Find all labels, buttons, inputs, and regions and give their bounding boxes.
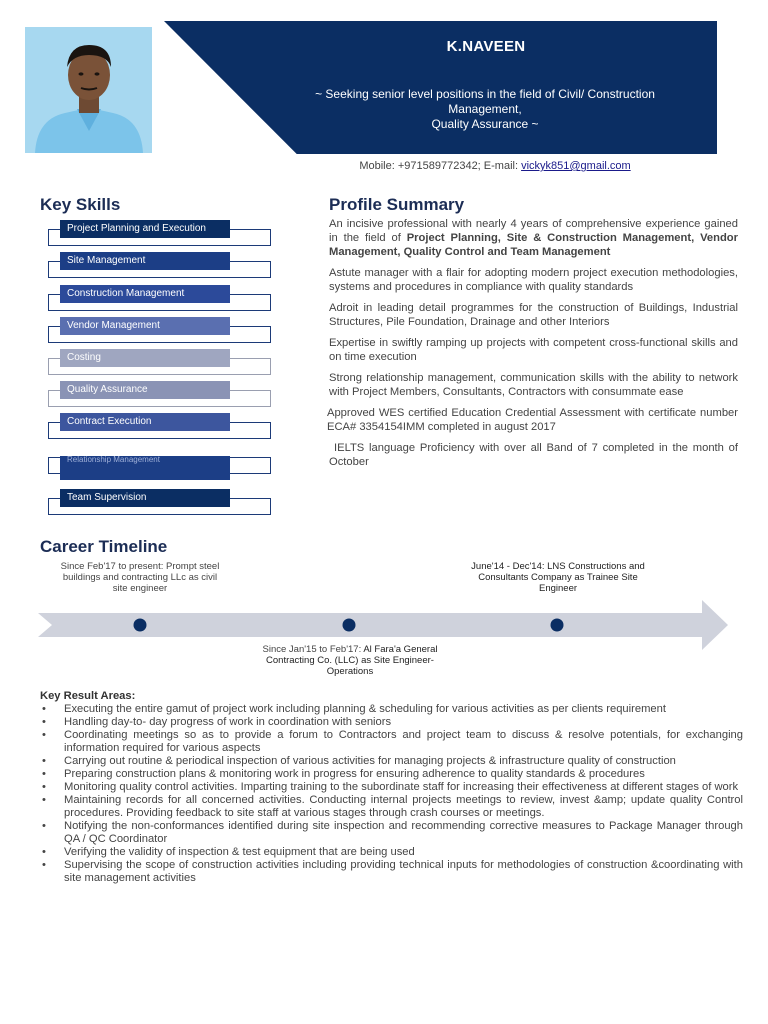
timeline-entry-2-role: Al Fara'a General Contracting Co. (LLC) as Site Engineer-Operations [266,644,438,677]
objective-line-1: ~ Seeking senior level positions in the field of Civil/ Construction Management, [315,87,655,116]
key-result-areas [40,690,743,885]
skill-label: Quality Assurance [60,381,230,399]
list-item: • Verifying the validity of inspection & test equipment that are being used [42,846,415,858]
list-item: • Maintaining records for all concerned activities. Conducting internal projects meetings to review, invest &amp; update quality Control procedures. Providing feedback to site staff at various stages through crash courses or meetings. [42,794,743,819]
summary-paragraph: Adroit in leading detail programmes for the construction of Buildings, Industrial Structures, Pile Foundation, Drainage and other Interiors [329,302,738,328]
skill-item [48,413,271,430]
bullet-icon: • [42,859,46,871]
summary-paragraph: Astute manager with a flair for adopting modern project execution methodologies, systems and procedures in compliance with quality standards [329,267,738,293]
bullet-icon: • [42,768,46,780]
list-item: • Preparing construction plans & monitoring work in progress for ensuring adherence to quality standards & procedures [42,768,645,780]
skill-item [48,220,271,237]
profile-summary [329,217,738,476]
bullet-icon: • [42,820,46,832]
contact-mobile: Mobile: +971589772342; E-mail: [359,160,522,172]
contact-line [300,160,690,172]
skill-label: Relationship Management [60,456,230,480]
list-item: • Monitoring quality control activities. Imparting training to the subordinate staff for increasing their effectiveness at different stages of work [42,781,739,793]
profile-summary-title: Profile Summary [329,195,465,214]
kra-title: Key Result Areas: [40,690,136,702]
skill-label: Contract Execution [60,413,230,431]
summary-paragraph [329,217,738,259]
bullet-icon: • [42,716,46,728]
list-item: • Coordinating meetings so as to provide a forum to Contractors and project team to discuss & resolve potentials, for exchanging information required for various aspects [42,729,743,754]
skill-item [48,489,271,506]
timeline-dot-2 [343,619,356,632]
list-item: • Carrying out routine & periodical inspection of various activities for managing projects & infrastructure quality of construction [42,755,676,767]
skill-item [48,349,271,366]
summary-paragraph: Expertise in swiftly ramping up projects with competent cross-functional skills and on time execution [329,337,738,363]
kra-list [40,703,743,885]
skill-label: Site Management [60,252,230,270]
skill-label: Construction Management [60,285,230,303]
summary-text: An incisive professional with nearly 4 years of comprehensive experience gained in the field of [329,218,738,244]
email-link[interactable]: vickyk851@gmail.com [521,160,631,172]
bullet-icon: • [42,703,46,715]
candidate-name: K.NAVEEN [446,38,526,55]
bullet-icon: • [42,846,46,858]
skill-label: Team Supervision [60,489,230,507]
summary-bold-text: Project Planning, Site & Construction Management, Vendor Management, Quality Control and Team Management [329,232,738,258]
person-icon [25,27,152,153]
summary-paragraph: IELTS language Proficiency with over all Band of 7 completed in the month of October [329,442,738,468]
timeline-entry-2-date: Since Jan'15 to Feb'17: [262,644,364,655]
list-item: • Notifying the non-conformances identified during site inspection and recommending corrective measures to Package Manager through QA / QC Coordinator [42,820,743,845]
profile-photo [25,27,152,153]
bullet-icon: • [42,794,46,806]
career-objective [280,87,690,132]
list-item: • Handling day-to- day progress of work in coordination with seniors [42,716,392,728]
career-timeline-title: Career Timeline [40,537,168,556]
list-item: • Supervising the scope of construction activities including providing technical inputs for methodologies of construction &coordinating with site management activities [42,859,743,884]
bullet-icon: • [42,729,46,741]
timeline-dot-1 [134,619,147,632]
skill-item [48,252,271,269]
bullet-icon: • [42,781,46,793]
skill-item [48,381,271,398]
skill-label: Costing [60,349,230,367]
skill-item [48,450,271,467]
skill-item [48,285,271,302]
skill-item [48,317,271,334]
timeline-entry-3: June'14 - Dec'14: LNS Constructions and Consultants Company as Trainee Site Engineer [471,561,645,594]
timeline-entry-2 [252,644,448,677]
bullet-icon: • [42,755,46,767]
skill-label: Vendor Management [60,317,230,335]
list-item: • Executing the entire gamut of project work including planning & scheduling for various activities as per clients requirement [42,703,666,715]
objective-line-2: Quality Assurance ~ [431,117,539,131]
timeline-entry-1: Since Feb'17 to present: Prompt steel buildings and contracting LLc as civil site engineer [60,561,220,594]
timeline-dot-3 [551,619,564,632]
summary-paragraph: Strong relationship management, communication skills with the ability to network with Project Members, Consultants, Contractors with consummate ease [329,372,738,398]
key-skills-title: Key Skills [40,195,121,214]
summary-paragraph: Approved WES certified Education Credential Assessment with certificate number ECA# 3354154IMM completed in august 2017 [327,407,738,433]
skill-label: Project Planning and Execution [60,220,230,238]
